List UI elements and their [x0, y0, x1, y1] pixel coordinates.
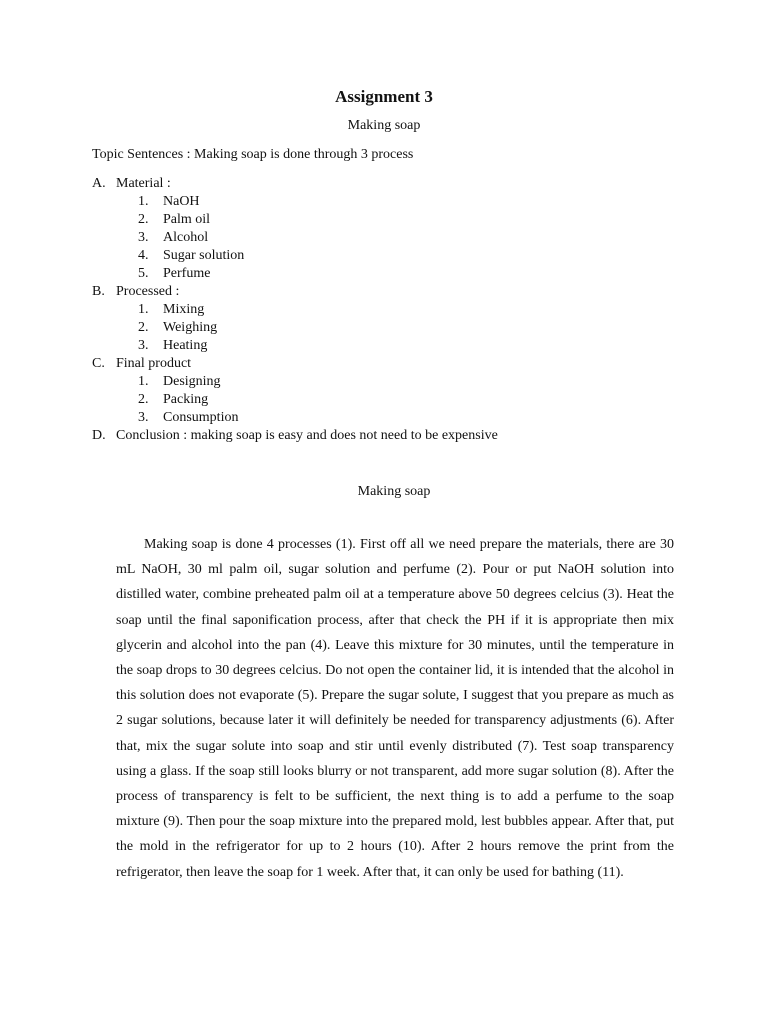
outline-section-label: Conclusion : making soap is easy and does not need to be expensive — [116, 428, 498, 443]
outline-section — [92, 427, 692, 445]
outline-item — [92, 337, 692, 355]
outline-section-label: Processed : — [116, 284, 180, 299]
outline-item-number: 1. — [138, 302, 149, 317]
outline-section — [92, 355, 692, 427]
essay-paragraph: Making soap is done 4 processes (1). First off all we need prepare the materials, there are 30 mL NaOH, 30 ml palm oil, sugar solution and perfume (2). Pour or put NaOH solution into distilled water, combine preheated palm oil at a temperature above 50 degrees celcius (3). Heat the soap until the final saponification process, after that check the PH if it is appropriate then mix glycerin and alcohol into the pan (4). Leave this mixture for 30 minutes, until the temperature in the soap drops to 30 degrees celcius. Do not open the container lid, it is intended that the alcohol in this solution does not evaporate (5). Prepare the sugar solute, I suggest that you prepare as much as 2 sugar solutions, because later it will definitely be needed for transparency adjustments (6). After that, mix the sugar solute into soap and stir until evenly distributed (7). Test soap transparency using a glass. If the soap still looks blurry or not transparent, add more sugar solution (8). After the process of transparency is felt to be sufficient, the next thing is to add a perfume to the soap mixture (9). Then pour the soap mixture into the prepared mold, lest bubbles appear. After that, put the mold in the refrigerator for up to 2 hours (10). After 2 hours remove the print from the refrigerator, then leave the soap for 1 week. After that, it can only be used for bathing (11). — [116, 537, 674, 880]
essay-title: Making soap — [357, 484, 431, 499]
outline-item-number: 3. — [138, 410, 149, 425]
outline-item-text: Mixing — [163, 302, 205, 317]
outline-item-text: Perfume — [163, 266, 211, 281]
outline-item-number: 3. — [138, 338, 149, 353]
outline-item-number: 2. — [138, 212, 149, 227]
outline-item — [92, 391, 692, 409]
outline-item — [92, 211, 692, 229]
outline-item-number: 1. — [138, 374, 149, 389]
outline-section — [92, 175, 692, 283]
outline-section — [92, 283, 692, 355]
topic-sentence: Topic Sentences : Making soap is done through 3 process — [92, 147, 414, 162]
outline-item-text: Palm oil — [163, 212, 211, 227]
outline-list — [92, 175, 692, 445]
outline-item — [92, 373, 692, 391]
outline-item-text: Packing — [163, 392, 209, 407]
outline-item — [92, 247, 692, 265]
outline-item-text: Consumption — [163, 410, 239, 425]
outline-item-text: Alcohol — [163, 230, 209, 245]
outline-item — [92, 409, 692, 427]
document-subtitle: Making soap — [347, 118, 421, 133]
document-title: Assignment 3 — [335, 87, 433, 106]
outline-item — [92, 193, 692, 211]
outline-item-number: 3. — [138, 230, 149, 245]
outline-section-heading — [92, 175, 692, 193]
outline-item-number: 2. — [138, 392, 149, 407]
outline-section-heading — [92, 283, 692, 301]
outline-section-label: Final product — [116, 356, 192, 371]
outline-item — [92, 301, 692, 319]
outline-section-label: Material : — [116, 176, 171, 191]
outline-item-number: 2. — [138, 320, 149, 335]
outline-item-text: Designing — [163, 374, 221, 389]
outline-item-number: 4. — [138, 248, 149, 263]
outline-item — [92, 229, 692, 247]
outline-section-letter: C. — [92, 356, 105, 371]
outline-item-text: Weighing — [163, 320, 218, 335]
outline-item-text: NaOH — [163, 194, 200, 209]
outline-item-text: Sugar solution — [163, 248, 245, 263]
outline-item — [92, 265, 692, 283]
outline-section-letter: B. — [92, 284, 105, 299]
outline-section-heading — [92, 427, 692, 445]
outline-section-letter: D. — [92, 428, 106, 443]
outline-item-number: 5. — [138, 266, 149, 281]
outline-item-text: Heating — [163, 338, 208, 353]
outline-section-heading — [92, 355, 692, 373]
outline-item — [92, 319, 692, 337]
outline-item-number: 1. — [138, 194, 149, 209]
outline-section-letter: A. — [92, 176, 106, 191]
